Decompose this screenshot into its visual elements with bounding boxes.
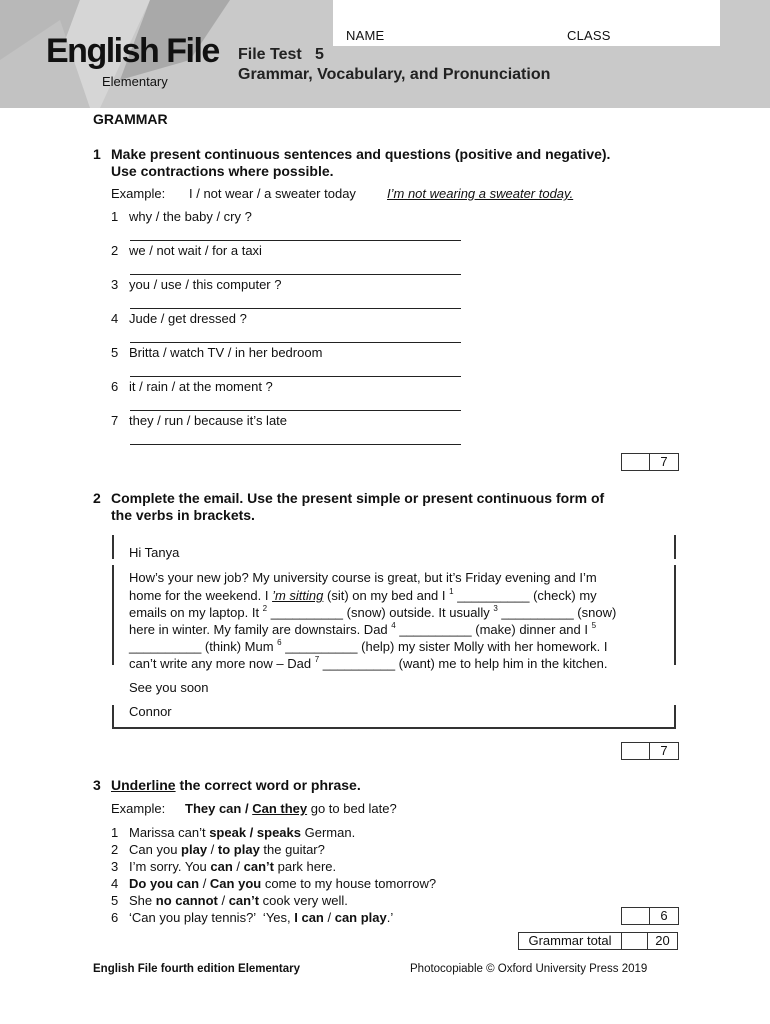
text: (sit) on my bed and I	[323, 588, 450, 603]
answer-line[interactable]	[130, 240, 461, 241]
q1-item-number: 1	[111, 209, 119, 224]
email-greeting: Hi Tanya	[129, 545, 180, 560]
q3-item	[129, 876, 436, 891]
text: Can you	[129, 842, 182, 857]
q3-item	[129, 859, 336, 874]
text: /	[323, 910, 335, 925]
q3-item-number: 3	[111, 859, 119, 874]
q1-score-value: 7	[660, 454, 668, 469]
option[interactable]: I can	[294, 910, 324, 925]
q3-instruction-rest: the correct word or phrase.	[175, 777, 361, 793]
text: She	[129, 893, 156, 908]
text: .’	[386, 910, 394, 925]
email-signoff: See you soon	[129, 680, 209, 695]
text: go to bed late?	[307, 801, 397, 816]
text: emails on my laptop. It	[129, 605, 263, 620]
q1-item-number: 7	[111, 413, 119, 428]
q2-score-box	[621, 742, 679, 760]
logo-title: English File	[46, 32, 219, 70]
answer-line[interactable]	[130, 410, 461, 411]
email-line-4	[129, 621, 596, 637]
text: German.	[301, 825, 356, 840]
q3-example-label: Example:	[111, 801, 166, 816]
score-entry[interactable]	[622, 908, 650, 924]
option[interactable]: no cannot	[155, 893, 218, 908]
q1-item-prompt: it / rain / at the moment ?	[129, 379, 273, 394]
q1-item-number: 3	[111, 277, 119, 292]
q1-item-prompt: we / not wait / for a taxi	[129, 243, 262, 258]
name-label: NAME	[346, 28, 385, 43]
q1-item-prompt: why / the baby / cry ?	[129, 209, 252, 224]
text: /	[207, 842, 218, 857]
grammar-total-label: Grammar total	[519, 933, 622, 949]
q1-score-box	[621, 453, 679, 471]
q3-item	[129, 910, 393, 925]
q1-item-prompt: they / run / because it’s late	[129, 413, 288, 428]
grammar-total-box	[518, 932, 678, 950]
footer-right: Photocopiable © Oxford University Press 2019	[410, 963, 648, 975]
q1-example-answer: I’m not wearing a sweater today.	[387, 186, 574, 201]
text: I’m sorry. You	[129, 859, 211, 874]
email-line-6	[129, 655, 608, 671]
section-title: GRAMMAR	[93, 111, 168, 127]
text: the guitar?	[259, 842, 325, 857]
score-entry[interactable]	[622, 454, 650, 470]
gap-text[interactable]: __________ (help) my sister Molly with her homework. I	[281, 639, 608, 654]
text: Marissa can’t	[129, 825, 210, 840]
gap-text[interactable]: __________ (want) me to help him in the kitchen.	[319, 656, 608, 671]
gap-number: 6	[277, 638, 282, 647]
email-line-2	[129, 587, 597, 603]
q3-score-box	[621, 907, 679, 925]
gap-text[interactable]: __________ (make) dinner and I	[395, 622, 592, 637]
q1-item-number: 5	[111, 345, 119, 360]
option[interactable]: speak / speaks	[209, 825, 301, 840]
option[interactable]: play	[181, 842, 208, 857]
text: cook very well.	[259, 893, 348, 908]
option[interactable]: can’t	[243, 859, 274, 874]
q3-item	[129, 893, 348, 908]
q3-example	[185, 801, 397, 816]
email-line-3	[129, 604, 616, 620]
logo-subtitle: Elementary	[102, 74, 168, 89]
text: come to my house tomorrow?	[261, 876, 437, 891]
q3-item	[129, 842, 325, 857]
email-line-5	[129, 638, 607, 654]
option: They can /	[185, 801, 253, 816]
q3-item	[129, 825, 355, 840]
email-line-1: How’s your new job? My university course is great, but it’s Friday evening and I’m	[129, 570, 597, 585]
q1-item-prompt: you / use / this computer ?	[129, 277, 282, 292]
q1-item-number: 4	[111, 311, 119, 326]
q1-instruction-line1: Make present continuous sentences and questions (positive and negative).	[111, 146, 611, 162]
q1-item-prompt: Jude / get dressed ?	[129, 311, 247, 326]
option[interactable]: can	[210, 859, 233, 874]
name-class-box	[333, 0, 720, 46]
q1-example-label: Example:	[111, 186, 166, 201]
q1-item-number: 2	[111, 243, 119, 258]
email-signature: Connor	[129, 704, 172, 719]
q2-score-value: 7	[660, 743, 668, 758]
text: ‘Can you play tennis?’ ‘Yes,	[129, 910, 295, 925]
gap-text[interactable]: __________ (think) Mum	[129, 639, 278, 654]
q3-item-number: 1	[111, 825, 119, 840]
text: home for the weekend. I	[129, 588, 273, 603]
grammar-total-value: 20	[655, 933, 670, 948]
option[interactable]: to play	[217, 842, 260, 857]
gap-number: 2	[262, 604, 268, 613]
footer-left: English File fourth edition Elementary	[93, 963, 301, 975]
test-title: File Test 5	[238, 46, 324, 63]
q2-number: 2	[93, 490, 101, 506]
text: /	[232, 859, 244, 874]
class-label: CLASS	[567, 28, 611, 43]
gap-text[interactable]: __________ (snow)	[497, 605, 617, 620]
answer-line[interactable]	[130, 342, 461, 343]
q3-number: 3	[93, 777, 101, 793]
text: park here.	[274, 859, 337, 874]
q2-instruction-line2: the verbs in brackets.	[111, 507, 255, 523]
q1-number: 1	[93, 146, 101, 162]
gap-number: 4	[391, 621, 396, 630]
gap-number: 1	[449, 587, 454, 596]
answer-line[interactable]	[130, 308, 461, 309]
answer-line[interactable]	[130, 444, 461, 445]
q3-instruction-underline: Underline	[111, 777, 176, 793]
q1-instruction-line2: Use contractions where possible.	[111, 163, 334, 179]
q3-instruction	[111, 777, 361, 794]
test-subtitle: Grammar, Vocabulary, and Pronunciation	[238, 66, 551, 83]
q1-item-prompt: Britta / watch TV / in her bedroom	[129, 345, 323, 360]
option-underlined: Can they	[252, 801, 308, 816]
q3-item-number: 4	[111, 876, 119, 891]
total-entry[interactable]	[622, 933, 648, 949]
q1-item-number: 6	[111, 379, 119, 394]
option[interactable]: Do you can	[129, 876, 200, 891]
q3-item-number: 2	[111, 842, 119, 857]
text: /	[217, 893, 229, 908]
gap-text[interactable]: __________ (check) my	[453, 588, 597, 603]
option[interactable]: can’t	[228, 893, 260, 908]
gap-number: 7	[314, 655, 320, 664]
option[interactable]: can play	[334, 910, 387, 925]
answer-line[interactable]	[130, 376, 461, 377]
text: here in winter. My family are downstairs. Dad	[129, 622, 392, 637]
email-example-answer: ’m sitting	[272, 588, 324, 603]
gap-number: 3	[493, 604, 498, 613]
score-entry[interactable]	[622, 743, 650, 759]
answer-line[interactable]	[130, 274, 461, 275]
q2-instruction-line1: Complete the email. Use the present simple or present continuous form of	[111, 490, 605, 506]
text: can’t write any more now – Dad	[129, 656, 315, 671]
option[interactable]: Can you	[209, 876, 262, 891]
q3-item-number: 6	[111, 910, 119, 925]
text: /	[199, 876, 210, 891]
q3-score-value: 6	[660, 908, 668, 923]
q3-item-number: 5	[111, 893, 119, 908]
gap-text[interactable]: __________ (snow) outside. It usually	[267, 605, 494, 620]
gap-number: 5	[591, 621, 597, 630]
q1-example-prompt: I / not wear / a sweater today	[189, 186, 356, 201]
